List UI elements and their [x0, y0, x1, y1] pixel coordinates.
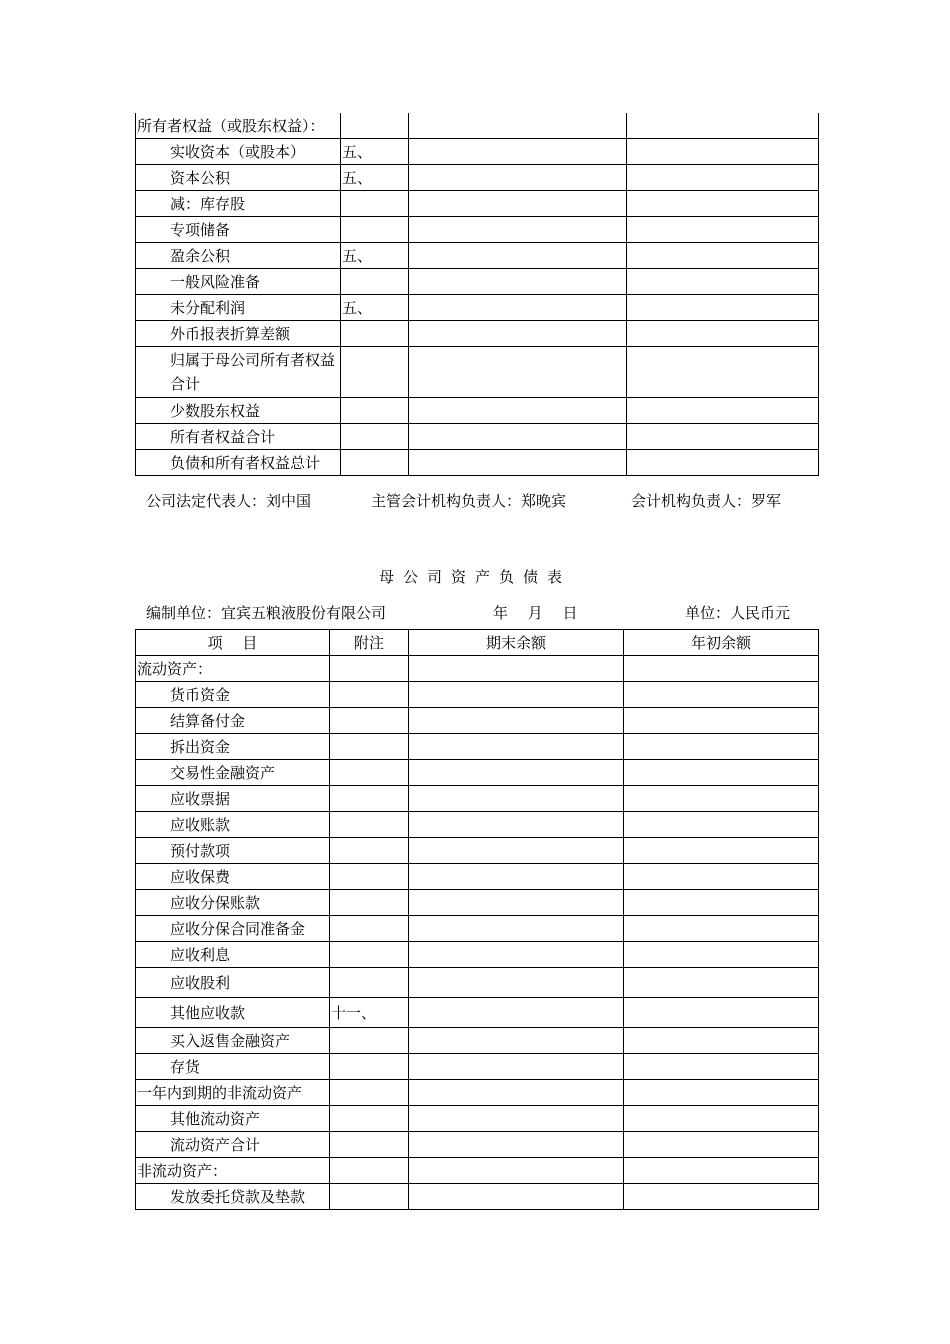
- row-opening-balance: [627, 424, 819, 450]
- row-ending-balance: [409, 838, 624, 864]
- row-opening-balance: [624, 760, 819, 786]
- row-opening-balance: [627, 398, 819, 424]
- row-item-label: 所有者权益合计: [136, 424, 341, 450]
- row-opening-balance: [627, 139, 819, 165]
- row-item-label: 一年内到期的非流动资产: [136, 1080, 330, 1106]
- header-row: [136, 630, 819, 656]
- row-opening-balance: [627, 295, 819, 321]
- row-item-label: 非流动资产：: [136, 1158, 330, 1184]
- preparing-unit: 编制单位：宜宾五粮液股份有限公司: [146, 604, 387, 622]
- row-opening-balance: [624, 998, 819, 1028]
- table-row: [136, 968, 819, 998]
- row-item-label: 结算备付金: [136, 708, 330, 734]
- row-ending-balance: [409, 191, 627, 217]
- row-opening-balance: [624, 890, 819, 916]
- row-ending-balance: [409, 398, 627, 424]
- row-note: [330, 734, 409, 760]
- row-item-label: 应收账款: [136, 812, 330, 838]
- row-ending-balance: [409, 1106, 624, 1132]
- row-item-label: 专项储备: [136, 217, 341, 243]
- row-note: [341, 321, 409, 347]
- row-ending-balance: [409, 864, 624, 890]
- row-ending-balance: [409, 450, 627, 476]
- row-ending-balance: [409, 217, 627, 243]
- table-row: [136, 682, 819, 708]
- table-row: [136, 139, 819, 165]
- header-opening-balance: 年初余额: [624, 630, 819, 656]
- table-row: [136, 1106, 819, 1132]
- row-item-label: 归属于母公司所有者权益合计: [136, 347, 341, 398]
- table-row: [136, 812, 819, 838]
- row-item-label: 外币报表折算差额: [136, 321, 341, 347]
- equity-table: [135, 113, 819, 476]
- row-item-label: 应收股利: [136, 968, 330, 998]
- row-item-label: 应收票据: [136, 786, 330, 812]
- row-note: [330, 760, 409, 786]
- row-note: [341, 424, 409, 450]
- row-note: [330, 916, 409, 942]
- row-opening-balance: [627, 321, 819, 347]
- table-row: [136, 398, 819, 424]
- accounting-head: 主管会计机构负责人：郑晚宾: [371, 492, 567, 510]
- row-opening-balance: [624, 1132, 819, 1158]
- row-note: [330, 812, 409, 838]
- row-note: [330, 1054, 409, 1080]
- row-ending-balance: [409, 424, 627, 450]
- row-opening-balance: [627, 165, 819, 191]
- row-item-label: 其他应收款: [136, 998, 330, 1028]
- table-row: [136, 760, 819, 786]
- parent-balance-sheet-table: [135, 629, 819, 1210]
- row-note: [341, 347, 409, 398]
- row-item-label: 负债和所有者权益总计: [136, 450, 341, 476]
- header-item: 项 目: [136, 630, 330, 656]
- parent-balance-sheet-title: 母公司资产负债表: [378, 568, 571, 586]
- table-row: [136, 191, 819, 217]
- accounting-dept-head: 会计机构负责人：罗军: [631, 492, 782, 510]
- row-opening-balance: [624, 1028, 819, 1054]
- row-ending-balance: [409, 347, 627, 398]
- row-ending-balance: [409, 1132, 624, 1158]
- row-item-label: 拆出资金: [136, 734, 330, 760]
- table-row: [136, 113, 819, 139]
- row-ending-balance: [409, 682, 624, 708]
- row-ending-balance: [409, 1080, 624, 1106]
- table-row: [136, 450, 819, 476]
- row-item-label: 所有者权益（或股东权益）：: [136, 113, 341, 139]
- row-ending-balance: [409, 916, 624, 942]
- row-opening-balance: [624, 968, 819, 998]
- table-row: [136, 1054, 819, 1080]
- row-item-label: 未分配利润: [136, 295, 341, 321]
- row-opening-balance: [627, 243, 819, 269]
- row-ending-balance: [409, 708, 624, 734]
- row-opening-balance: [627, 347, 819, 398]
- row-ending-balance: [409, 890, 624, 916]
- table-row: [136, 998, 819, 1028]
- row-ending-balance: [409, 269, 627, 295]
- row-item-label: 存货: [136, 1054, 330, 1080]
- header-ending-balance: 期末余额: [409, 630, 624, 656]
- table-row: [136, 734, 819, 760]
- row-opening-balance: [624, 786, 819, 812]
- row-opening-balance: [624, 942, 819, 968]
- row-note: [341, 113, 409, 139]
- row-item-label: 盈余公积: [136, 243, 341, 269]
- row-note: [330, 864, 409, 890]
- row-opening-balance: [627, 269, 819, 295]
- row-ending-balance: [409, 760, 624, 786]
- table-row: [136, 1028, 819, 1054]
- row-item-label: 实收资本（或股本）: [136, 139, 341, 165]
- row-opening-balance: [624, 838, 819, 864]
- row-opening-balance: [624, 682, 819, 708]
- row-note: [330, 1028, 409, 1054]
- row-note: [330, 1184, 409, 1210]
- table-row: [136, 708, 819, 734]
- table-row: [136, 243, 819, 269]
- table-row: [136, 424, 819, 450]
- row-ending-balance: [409, 1028, 624, 1054]
- row-note: [341, 398, 409, 424]
- row-opening-balance: [627, 191, 819, 217]
- table-row: [136, 347, 819, 398]
- row-opening-balance: [624, 734, 819, 760]
- row-opening-balance: [624, 1184, 819, 1210]
- row-opening-balance: [627, 113, 819, 139]
- row-ending-balance: [409, 321, 627, 347]
- row-opening-balance: [624, 656, 819, 682]
- row-note: [330, 708, 409, 734]
- row-note: [330, 838, 409, 864]
- row-ending-balance: [409, 113, 627, 139]
- row-ending-balance: [409, 734, 624, 760]
- row-note: [330, 942, 409, 968]
- row-note: [330, 1106, 409, 1132]
- row-opening-balance: [624, 916, 819, 942]
- row-item-label: 其他流动资产: [136, 1106, 330, 1132]
- row-item-label: 流动资产合计: [136, 1132, 330, 1158]
- row-note: 五、: [341, 165, 409, 191]
- row-item-label: 应收分保账款: [136, 890, 330, 916]
- row-item-label: 预付款项: [136, 838, 330, 864]
- table-row: [136, 295, 819, 321]
- row-opening-balance: [624, 1080, 819, 1106]
- row-note: [330, 1158, 409, 1184]
- row-opening-balance: [624, 812, 819, 838]
- row-item-label: 货币资金: [136, 682, 330, 708]
- row-item-label: 应收保费: [136, 864, 330, 890]
- row-note: [330, 786, 409, 812]
- table-row: [136, 942, 819, 968]
- row-ending-balance: [409, 942, 624, 968]
- row-note: [330, 656, 409, 682]
- row-item-label: 交易性金融资产: [136, 760, 330, 786]
- row-ending-balance: [409, 139, 627, 165]
- row-note: [341, 269, 409, 295]
- table-row: [136, 890, 819, 916]
- row-ending-balance: [409, 295, 627, 321]
- row-ending-balance: [409, 1184, 624, 1210]
- row-note: [341, 191, 409, 217]
- row-item-label: 减：库存股: [136, 191, 341, 217]
- row-ending-balance: [409, 1054, 624, 1080]
- row-ending-balance: [409, 998, 624, 1028]
- table-row: [136, 838, 819, 864]
- table-row: [136, 1158, 819, 1184]
- row-item-label: 发放委托贷款及垫款: [136, 1184, 330, 1210]
- table-row: [136, 786, 819, 812]
- row-item-label: 一般风险准备: [136, 269, 341, 295]
- row-item-label: 资本公积: [136, 165, 341, 191]
- row-opening-balance: [624, 864, 819, 890]
- row-ending-balance: [409, 968, 624, 998]
- report-date: 年 月 日: [493, 604, 578, 622]
- row-opening-balance: [624, 1106, 819, 1132]
- row-note: 五、: [341, 243, 409, 269]
- row-ending-balance: [409, 243, 627, 269]
- table-row: [136, 916, 819, 942]
- table-row: [136, 321, 819, 347]
- row-note: [330, 1080, 409, 1106]
- row-ending-balance: [409, 1158, 624, 1184]
- row-ending-balance: [409, 656, 624, 682]
- row-ending-balance: [409, 165, 627, 191]
- legal-representative: 公司法定代表人：刘中国: [146, 492, 312, 510]
- row-ending-balance: [409, 786, 624, 812]
- row-note: 十一、: [330, 998, 409, 1028]
- row-opening-balance: [624, 1158, 819, 1184]
- row-note: [330, 890, 409, 916]
- table-row: [136, 1080, 819, 1106]
- row-item-label: 应收利息: [136, 942, 330, 968]
- row-note: 五、: [341, 295, 409, 321]
- row-item-label: 买入返售金融资产: [136, 1028, 330, 1054]
- table-row: [136, 165, 819, 191]
- table-row: [136, 656, 819, 682]
- row-note: [341, 450, 409, 476]
- table-row: [136, 1132, 819, 1158]
- row-item-label: 少数股东权益: [136, 398, 341, 424]
- header-note: 附注: [330, 630, 409, 656]
- table-row: [136, 864, 819, 890]
- row-ending-balance: [409, 812, 624, 838]
- row-note: [330, 1132, 409, 1158]
- row-note: 五、: [341, 139, 409, 165]
- row-item-label: 流动资产：: [136, 656, 330, 682]
- table-row: [136, 217, 819, 243]
- row-opening-balance: [627, 217, 819, 243]
- row-note: [330, 682, 409, 708]
- table-row: [136, 269, 819, 295]
- row-opening-balance: [624, 1054, 819, 1080]
- row-opening-balance: [624, 708, 819, 734]
- table-row: [136, 1184, 819, 1210]
- row-note: [330, 968, 409, 998]
- row-item-label: 应收分保合同准备金: [136, 916, 330, 942]
- row-opening-balance: [627, 450, 819, 476]
- row-note: [341, 217, 409, 243]
- currency-unit: 单位：人民币元: [685, 604, 791, 622]
